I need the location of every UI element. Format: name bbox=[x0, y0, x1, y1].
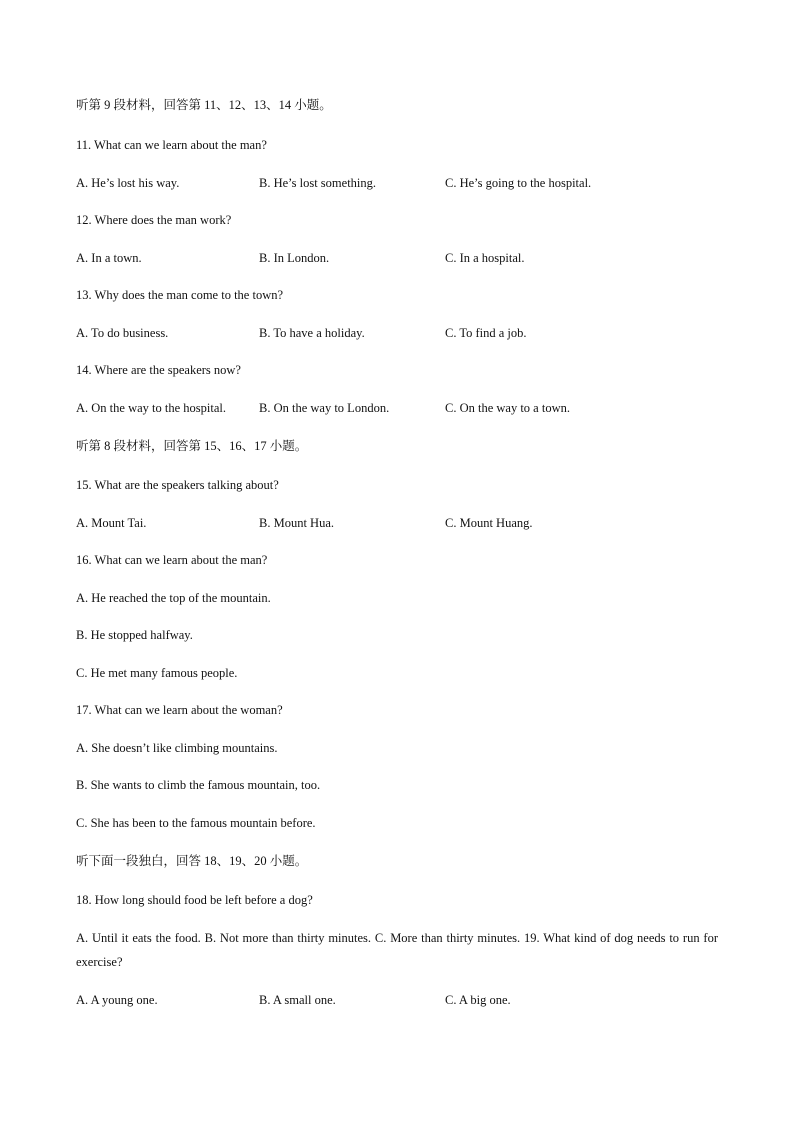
option-b: B. On the way to London. bbox=[259, 401, 390, 415]
option-a: A. In a town. bbox=[76, 251, 142, 265]
question-text: 12. Where does the man work? bbox=[76, 213, 232, 227]
option-a: A. A young one. bbox=[76, 993, 158, 1007]
option-a: A. She doesn’t like climbing mountains. bbox=[76, 741, 278, 755]
option-c: C. He met many famous people. bbox=[76, 666, 238, 680]
option-c: C. He’s going to the hospital. bbox=[445, 176, 592, 190]
section-header: 听下面一段独白，回答 18、19、20 小题。 bbox=[76, 854, 308, 868]
option-b: B. He stopped halfway. bbox=[76, 628, 193, 642]
option-a: A. Mount Tai. bbox=[76, 516, 147, 530]
option-a: A. He’s lost his way. bbox=[76, 176, 180, 190]
option-c: C. Mount Huang. bbox=[445, 516, 533, 530]
option-a: A. He reached the top of the mountain. bbox=[76, 591, 271, 605]
section-header: 听第 8 段材料，回答第 15、16、17 小题。 bbox=[76, 439, 308, 453]
question-text: 18. How long should food be left before a dog? bbox=[76, 893, 313, 907]
option-b: B. He’s lost something. bbox=[259, 176, 377, 190]
option-b: B. Mount Hua. bbox=[259, 516, 334, 530]
option-b: B. In London. bbox=[259, 251, 330, 265]
option-c: C. On the way to a town. bbox=[445, 401, 570, 415]
question-text: 13. Why does the man come to the town? bbox=[76, 288, 284, 302]
question-text: 11. What can we learn about the man? bbox=[76, 138, 267, 152]
question-text: 15. What are the speakers talking about? bbox=[76, 478, 279, 492]
option-c: C. To find a job. bbox=[445, 326, 527, 340]
option-c: C. A big one. bbox=[445, 993, 511, 1007]
option-b: B. She wants to climb the famous mountain, too. bbox=[76, 778, 321, 792]
options-paragraph: A. Until it eats the food. B. Not more than thirty minutes. C. More than thirty minutes. 19. What kind of dog needs to run for exercise? bbox=[76, 931, 718, 969]
option-a: A. To do business. bbox=[76, 326, 169, 340]
option-c: C. In a hospital. bbox=[445, 251, 525, 265]
option-a: A. On the way to the hospital. bbox=[76, 401, 226, 415]
question-text: 16. What can we learn about the man? bbox=[76, 553, 268, 567]
option-c: C. She has been to the famous mountain before. bbox=[76, 816, 316, 830]
question-text: 14. Where are the speakers now? bbox=[76, 363, 241, 377]
option-b: B. A small one. bbox=[259, 993, 336, 1007]
option-b: B. To have a holiday. bbox=[259, 326, 365, 340]
section-header: 听第 9 段材料，回答第 11、12、13、14 小题。 bbox=[76, 98, 332, 112]
question-text: 17. What can we learn about the woman? bbox=[76, 703, 283, 717]
